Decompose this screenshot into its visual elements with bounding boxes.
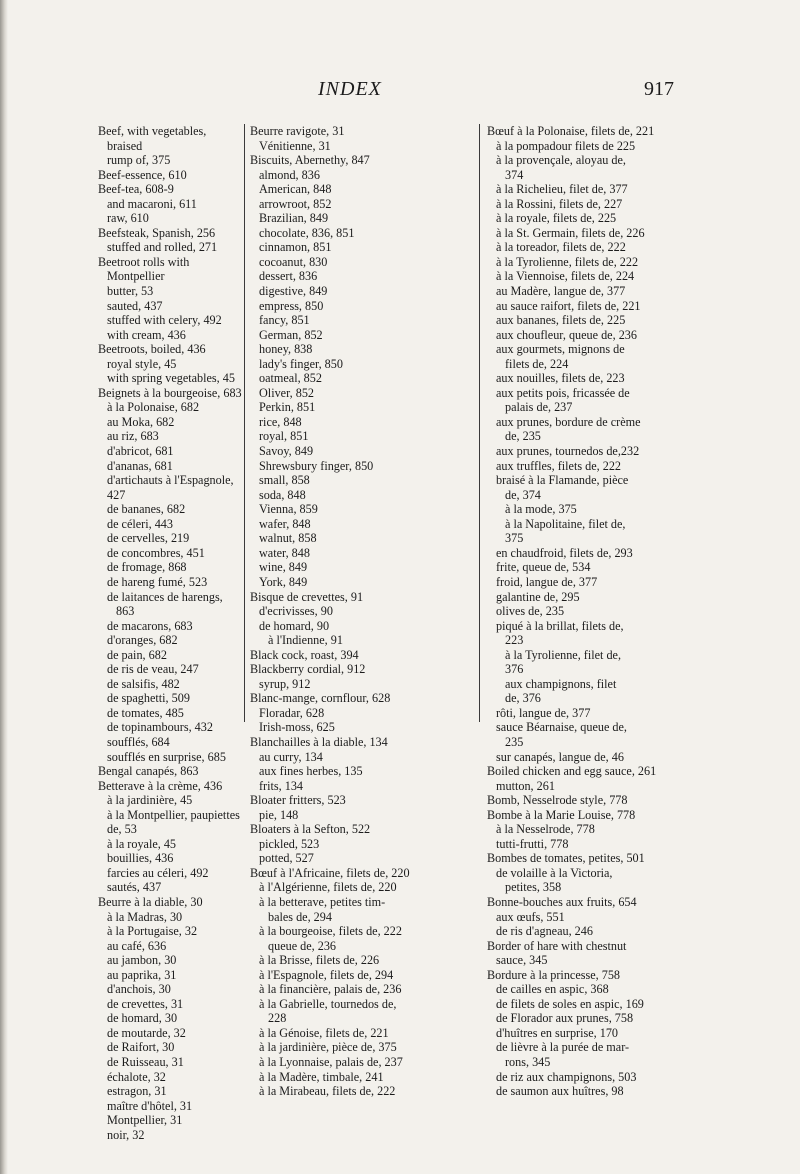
index-subentry: de bananes, 682 <box>107 502 186 517</box>
index-subentry: de riz aux champignons, 503 <box>496 1069 637 1084</box>
index-subentry: à la bourgeoise, filets de, 222 <box>259 924 402 939</box>
index-subentry: de Florador aux prunes, 758 <box>496 1011 634 1026</box>
index-subentry: arrowroot, 852 <box>259 196 332 211</box>
index-subentry: à la Gabrielle, tournedos de, <box>259 996 397 1011</box>
index-subentry: galantine de, 295 <box>496 589 580 604</box>
index-subentry: au paprika, 31 <box>107 967 177 982</box>
index-subentry: frits, 134 <box>259 778 304 793</box>
index-entry: Bombe à la Marie Louise, 778 <box>487 807 636 822</box>
index-subentry: Perkin, 851 <box>259 400 316 415</box>
index-subentry: à la Madère, timbale, 241 <box>259 1069 384 1084</box>
index-subentry: empress, 850 <box>259 298 324 313</box>
index-subentry: de saumon aux huîtres, 98 <box>496 1084 624 1099</box>
index-subentry: à la betterave, petites tim- <box>259 894 386 909</box>
index-subentry: à la toreador, filets de, 222 <box>496 240 626 255</box>
index-subentry: de crevettes, 31 <box>107 996 184 1011</box>
index-entry: Beignets à la bourgeoise, 683 <box>98 385 242 400</box>
index-subentry: olives de, 235 <box>496 604 565 619</box>
index-subentry: de pain, 682 <box>107 647 167 662</box>
index-subentry: de salsifis, 482 <box>107 676 180 691</box>
index-entry: Bœuf à la Polonaise, filets de, 221 <box>487 124 655 138</box>
index-entry: Bloater fritters, 523 <box>250 793 346 808</box>
index-subentry: soufflés en surprise, 685 <box>107 749 226 764</box>
index-subentry: noir, 32 <box>107 1127 145 1142</box>
index-subentry: d'ecrivisses, 90 <box>259 604 333 619</box>
index-subentry: chocolate, 836, 851 <box>259 225 355 240</box>
column-divider-2 <box>479 124 480 722</box>
index-subentry: en chaudfroid, filets de, 293 <box>496 545 633 560</box>
index-subentry: queue de, 236 <box>268 938 337 953</box>
index-subentry: de hareng fumé, 523 <box>107 574 208 589</box>
index-subentry: cocoanut, 830 <box>259 254 328 269</box>
index-subentry: au sauce raifort, filets de, 221 <box>496 298 641 313</box>
index-subentry: 235 <box>505 734 524 749</box>
index-subentry: 228 <box>268 1011 287 1026</box>
index-subentry: d'oranges, 682 <box>107 633 178 648</box>
index-subentry: rump of, 375 <box>107 153 171 168</box>
index-subentry: à la mode, 375 <box>505 502 577 517</box>
index-subentry: de cailles en aspic, 368 <box>496 982 609 997</box>
index-subentry: à la Tyrolienne, filet de, <box>505 647 622 662</box>
index-subentry: 376 <box>505 662 524 677</box>
index-subentry: au jambon, 30 <box>107 953 177 968</box>
index-subentry: à la Génoise, filets de, 221 <box>259 1025 389 1040</box>
index-subentry: estragon, 31 <box>107 1084 167 1099</box>
index-subentry: d'abricot, 681 <box>107 444 174 459</box>
index-subentry: de macarons, 683 <box>107 618 193 633</box>
index-subentry: de volaille à la Victoria, <box>496 865 613 880</box>
index-entry: Biscuits, Abernethy, 847 <box>250 153 370 168</box>
index-subentry: froid, langue de, 377 <box>496 574 598 589</box>
index-subentry: walnut, 858 <box>259 531 317 546</box>
index-subentry: tutti-frutti, 778 <box>496 836 569 851</box>
index-subentry: soda, 848 <box>259 487 306 502</box>
running-title: INDEX <box>318 78 382 100</box>
index-subentry: 375 <box>505 531 524 546</box>
index-subentry: à la Nesselrode, 778 <box>496 822 595 837</box>
index-subentry: petites, 358 <box>505 880 562 895</box>
index-subentry: oatmeal, 852 <box>259 371 322 386</box>
index-subentry: sauce Béarnaise, queue de, <box>496 720 627 735</box>
index-entry: Bomb, Nesselrode style, 778 <box>487 793 628 808</box>
index-subentry: royal, 851 <box>259 429 309 444</box>
index-subentry: aux nouilles, filets de, 223 <box>496 371 625 386</box>
index-subentry: d'anchois, 30 <box>107 982 171 997</box>
index-entry: Beef, with vegetables, braised <box>98 124 210 153</box>
index-subentry: sautés, 437 <box>107 880 162 895</box>
index-subentry: lady's finger, 850 <box>259 356 343 371</box>
index-entry: Bloaters à la Sefton, 522 <box>250 822 371 837</box>
index-subentry: sauted, 437 <box>107 298 163 313</box>
index-entry: Blanc-mange, cornflour, 628 <box>250 691 391 706</box>
index-entry: Boiled chicken and egg sauce, 261 <box>487 764 657 779</box>
index-subentry: pie, 148 <box>259 807 299 822</box>
index-subentry: à la royale, 45 <box>107 836 177 851</box>
index-entry: Beurre à la diable, 30 <box>98 894 203 909</box>
index-column-2 <box>250 124 475 1099</box>
index-subentry: d'artichauts à l'Espagnole, <box>107 473 234 488</box>
index-entry: Blanchailles à la diable, 134 <box>250 734 388 749</box>
index-entry: Bisque de crevettes, 91 <box>250 589 364 604</box>
index-column-1 <box>98 124 244 1142</box>
index-subentry: German, 852 <box>259 327 323 342</box>
index-subentry: fancy, 851 <box>259 313 310 328</box>
index-subentry: échalote, 32 <box>107 1069 166 1084</box>
index-subentry: pickled, 523 <box>259 836 320 851</box>
index-subentry: à la Lyonnaise, palais de, 237 <box>259 1055 403 1069</box>
index-subentry: de moutarde, 32 <box>107 1025 186 1040</box>
index-subentry: stuffed with celery, 492 <box>107 313 222 328</box>
index-subentry: piqué à la brillat, filets de, <box>496 618 624 633</box>
column-divider-1 <box>244 124 245 722</box>
index-entry: Bordure à la princesse, 758 <box>487 967 621 982</box>
index-subentry: aux champignons, filet <box>505 676 617 691</box>
index-subentry: de céleri, 443 <box>107 516 173 531</box>
index-entry: Bombes de tomates, petites, 501 <box>487 851 645 866</box>
index-subentry: de topinambours, 432 <box>107 720 213 735</box>
index-subentry: à la royale, filets de, 225 <box>496 211 617 226</box>
index-subentry: à la Polonaise, 682 <box>107 400 200 415</box>
index-entry: Bengal canapés, 863 <box>98 764 199 779</box>
index-subentry: with cream, 436 <box>107 327 186 342</box>
index-subentry: Shrewsbury finger, 850 <box>259 458 374 473</box>
index-subentry: sur canapés, langue de, 46 <box>496 749 624 764</box>
index-entry: Beef-tea, 608-9 <box>98 182 174 197</box>
index-subentry: de fromage, 868 <box>107 560 187 575</box>
index-entry: Bonne-bouches aux fruits, 654 <box>487 894 637 909</box>
index-subentry: à l'Espagnole, filets de, 294 <box>259 967 394 982</box>
index-subentry: aux choufleur, queue de, 236 <box>496 327 637 342</box>
index-subentry: rôti, langue de, 377 <box>496 705 591 720</box>
index-subentry: Savoy, 849 <box>259 444 314 459</box>
index-subentry: stuffed and rolled, 271 <box>107 240 218 255</box>
index-subentry: à la Mirabeau, filets de, 222 <box>259 1084 396 1099</box>
index-subentry: au Madère, langue de, 377 <box>496 284 626 299</box>
index-subentry: maître d'hôtel, 31 <box>107 1098 193 1113</box>
index-subentry: à la Richelieu, filet de, 377 <box>496 182 628 197</box>
index-subentry: Brazilian, 849 <box>259 211 329 226</box>
index-subentry: bales de, 294 <box>268 909 332 924</box>
index-subentry: aux prunes, tournedos de,232 <box>496 444 640 459</box>
index-subentry: raw, 610 <box>107 211 149 226</box>
index-subentry: frite, queue de, 534 <box>496 560 591 575</box>
index-subentry: à la Montpellier, paupiettes <box>107 807 240 822</box>
index-subentry: rons, 345 <box>505 1055 551 1069</box>
index-subentry: aux petits pois, fricassée de <box>496 385 630 400</box>
index-subentry: de homard, 90 <box>259 618 330 633</box>
index-entry: Beetroots, boiled, 436 <box>98 342 206 357</box>
index-subentry: mutton, 261 <box>496 778 555 793</box>
index-subentry: 427 <box>107 487 126 502</box>
index-subentry: au riz, 683 <box>107 429 159 444</box>
index-subentry: au curry, 134 <box>259 749 323 764</box>
index-subentry: filets de, 224 <box>505 356 569 371</box>
index-subentry: wine, 849 <box>259 560 308 575</box>
index-subentry: de laitances de harengs, 863 <box>107 589 226 619</box>
index-subentry: à l'Indienne, 91 <box>268 633 343 648</box>
index-subentry: farcies au céleri, 492 <box>107 865 209 880</box>
index-subentry: royal style, 45 <box>107 356 177 371</box>
index-subentry: small, 858 <box>259 473 310 488</box>
page-header <box>0 78 800 108</box>
index-subentry: wafer, 848 <box>259 516 311 531</box>
index-subentry: de ris de veau, 247 <box>107 662 199 677</box>
index-subentry: de concombres, 451 <box>107 545 205 560</box>
index-subentry: syrup, 912 <box>259 676 311 691</box>
index-subentry: d'huîtres en surprise, 170 <box>496 1025 619 1040</box>
index-subentry: de spaghetti, 509 <box>107 691 190 706</box>
index-subentry: à la Rossini, filets de, 227 <box>496 196 623 211</box>
index-entry: Betterave à la crème, 436 <box>98 778 223 793</box>
index-subentry: aux œufs, 551 <box>496 909 565 924</box>
index-subentry: à la provençale, aloyau de, <box>496 153 626 168</box>
index-subentry: with spring vegetables, 45 <box>107 371 235 386</box>
index-subentry: Oliver, 852 <box>259 385 315 400</box>
index-subentry: de homard, 30 <box>107 1011 178 1026</box>
index-subentry: à la Napolitaine, filet de, <box>505 516 626 531</box>
index-subentry: Floradar, 628 <box>259 705 325 720</box>
index-subentry: de ris d'agneau, 246 <box>496 924 593 939</box>
index-subentry: à la Tyrolienne, filets de, 222 <box>496 254 639 269</box>
index-subentry: de, 374 <box>505 487 541 502</box>
index-subentry: de Ruisseau, 31 <box>107 1055 184 1069</box>
index-subentry: soufflés, 684 <box>107 734 170 749</box>
index-subentry: à la Madras, 30 <box>107 909 183 924</box>
index-column-3 <box>487 124 697 1099</box>
index-subentry: à la pompadour filets de 225 <box>496 138 636 153</box>
index-subentry: potted, 527 <box>259 851 314 866</box>
index-subentry: à la jardinière, pièce de, 375 <box>259 1040 397 1055</box>
index-subentry: à la jardinière, 45 <box>107 793 193 808</box>
index-subentry: aux fines herbes, 135 <box>259 764 363 779</box>
index-subentry: braisé à la Flamande, pièce <box>496 473 629 488</box>
index-subentry: à la financière, palais de, 236 <box>259 982 402 997</box>
index-subentry: de, 376 <box>505 691 541 706</box>
index-subentry: 374 <box>505 167 524 182</box>
index-subentry: Vénitienne, 31 <box>259 138 331 153</box>
index-subentry: sauce, 345 <box>496 953 548 968</box>
index-subentry: aux truffles, filets de, 222 <box>496 458 622 473</box>
index-subentry: honey, 838 <box>259 342 313 357</box>
index-subentry: au café, 636 <box>107 938 167 953</box>
index-subentry: almond, 836 <box>259 167 320 182</box>
index-entry: Blackberry cordial, 912 <box>250 662 366 677</box>
index-entry: Beetroot rolls with Montpellier <box>98 254 193 284</box>
index-subentry: Irish-moss, 625 <box>259 720 335 735</box>
index-subentry: de tomates, 485 <box>107 705 184 720</box>
index-subentry: de cervelles, 219 <box>107 531 190 546</box>
index-entry: Border of hare with chestnut <box>487 938 627 953</box>
index-subentry: à la Portugaise, 32 <box>107 924 198 939</box>
index-subentry: au Moka, 682 <box>107 414 175 429</box>
index-subentry: American, 848 <box>259 182 332 197</box>
index-subentry: and macaroni, 611 <box>107 196 197 211</box>
index-subentry: de Raifort, 30 <box>107 1040 175 1055</box>
index-subentry: de, 53 <box>107 822 137 837</box>
index-subentry: de, 235 <box>505 429 541 444</box>
index-subentry: à l'Algérienne, filets de, 220 <box>259 880 397 895</box>
index-subentry: bouillies, 436 <box>107 851 174 866</box>
page-gutter-shadow <box>0 0 8 1174</box>
index-entry: Beurre ravigote, 31 <box>250 124 345 138</box>
index-subentry: butter, 53 <box>107 284 154 299</box>
index-subentry: Montpellier, 31 <box>107 1113 183 1128</box>
index-subentry: de filets de soles en aspic, 169 <box>496 996 644 1011</box>
index-entry: Beefsteak, Spanish, 256 <box>98 225 216 240</box>
index-subentry: Vienna, 859 <box>259 502 318 517</box>
index-entry: Bœuf à l'Africaine, filets de, 220 <box>250 865 410 880</box>
index-subentry: water, 848 <box>259 545 310 560</box>
index-subentry: dessert, 836 <box>259 269 318 284</box>
index-subentry: à la Brisse, filets de, 226 <box>259 953 380 968</box>
index-subentry: aux prunes, bordure de crème <box>496 414 641 429</box>
index-entry: Beef-essence, 610 <box>98 167 187 182</box>
page-number: 917 <box>644 78 674 100</box>
index-subentry: à la St. Germain, filets de, 226 <box>496 225 645 240</box>
index-subentry: York, 849 <box>259 574 308 589</box>
index-subentry: aux gourmets, mignons de <box>496 342 625 357</box>
index-entry: Black cock, roast, 394 <box>250 647 359 662</box>
index-subentry: cinnamon, 851 <box>259 240 332 255</box>
index-subentry: palais de, 237 <box>505 400 573 415</box>
index-subentry: 223 <box>505 633 524 648</box>
index-subentry: d'ananas, 681 <box>107 458 173 473</box>
index-subentry: aux bananes, filets de, 225 <box>496 313 626 328</box>
index-subentry: de lièvre à la purée de mar- <box>496 1040 630 1055</box>
index-subentry: à la Viennoise, filets de, 224 <box>496 269 635 284</box>
index-subentry: rice, 848 <box>259 414 302 429</box>
index-subentry: digestive, 849 <box>259 284 328 299</box>
